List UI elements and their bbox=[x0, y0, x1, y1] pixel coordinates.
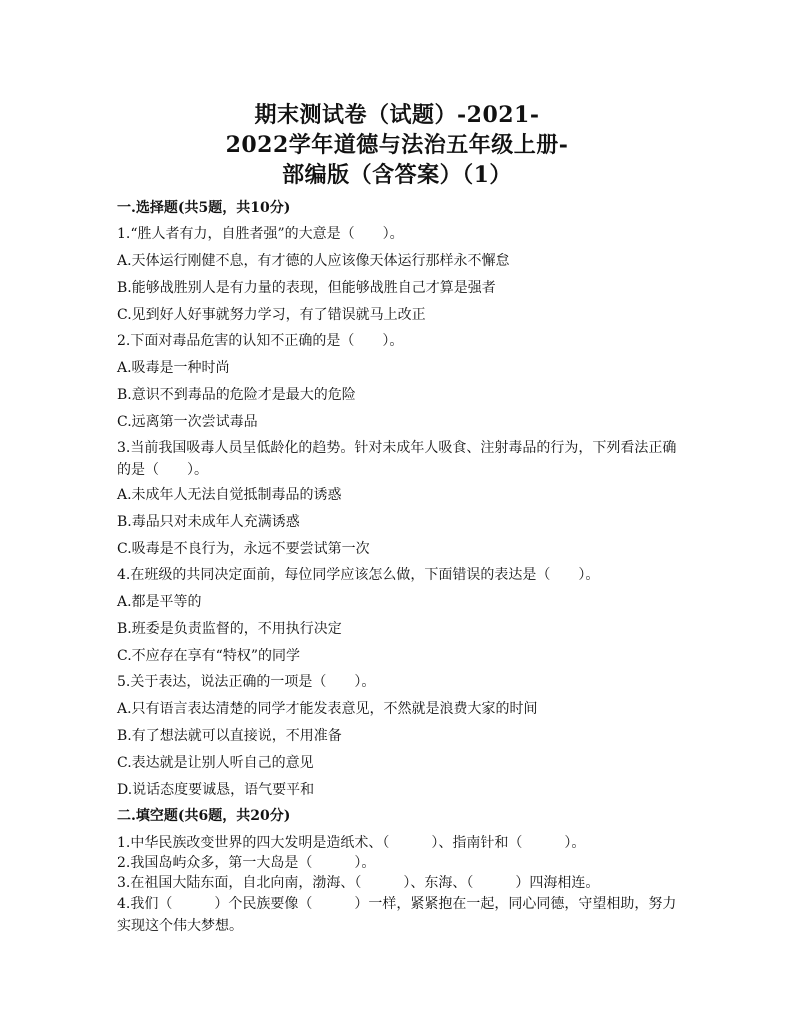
question-4-stem: 4.在班级的共同决定面前，每位同学应该怎么做，下面错误的表达是（ ）。 bbox=[117, 567, 600, 583]
question-1-option-c: C.见到好人好事就努力学习，有了错误就马上改正 bbox=[117, 307, 426, 323]
question-5-option-b: B.有了想法就可以直接说，不用准备 bbox=[117, 728, 342, 744]
question-2-stem: 2.下面对毒品危害的认知不正确的是（ ）。 bbox=[117, 333, 404, 349]
question-5-option-d: D.说话态度要诚恳，语气要平和 bbox=[117, 782, 315, 798]
section-fill-in-heading: 二.填空题(共6题，共20分) bbox=[117, 808, 291, 824]
question-2-option-b: B.意识不到毒品的危险才是最大的危险 bbox=[117, 387, 356, 403]
question-3-option-c: C.吸毒是不良行为，永远不要尝试第一次 bbox=[117, 541, 370, 557]
question-5-stem: 5.关于表达，说法正确的一项是（ ）。 bbox=[117, 674, 376, 690]
question-1-option-b: B.能够战胜别人是有力量的表现，但能够战胜自己才算是强者 bbox=[117, 280, 496, 296]
title-line-3: 部编版（含答案）（1） bbox=[282, 162, 512, 188]
fill-question-2: 2.我国岛屿众多，第一大岛是（ ）。 bbox=[117, 855, 376, 871]
question-4-option-c: C.不应存在享有“特权”的同学 bbox=[117, 648, 300, 664]
question-3-option-a: A.未成年人无法自觉抵制毒品的诱惑 bbox=[117, 487, 342, 503]
fill-question-1: 1.中华民族改变世界的四大发明是造纸术、（ ）、指南针和（ ）。 bbox=[117, 835, 586, 851]
question-5-option-a: A.只有语言表达清楚的同学才能发表意见，不然就是浪费大家的时间 bbox=[117, 701, 538, 717]
question-4-option-b: B.班委是负责监督的，不用执行决定 bbox=[117, 621, 342, 637]
question-3-stem: 3.当前我国吸毒人员呈低龄化的趋势。针对未成年人吸食、注射毒品的行为，下列看法正确的是（ ）。 bbox=[117, 440, 677, 478]
question-1-option-a: A.天体运行刚健不息，有才德的人应该像天体运行那样永不懈怠 bbox=[117, 253, 510, 269]
question-3-option-b: B.毒品只对未成年人充满诱惑 bbox=[117, 514, 300, 530]
fill-question-4: 4.我们（ ）个民族要像（ ）一样，紧紧抱在一起，同心同德，守望相助，努力实现这个伟大梦想。 bbox=[117, 896, 677, 934]
question-4-option-a: A.都是平等的 bbox=[117, 594, 202, 610]
title-line-2: 2022学年道德与法治五年级上册- bbox=[225, 132, 569, 158]
question-5-option-c: C.表达就是让别人听自己的意见 bbox=[117, 755, 314, 771]
title-line-1: 期末测试卷（试题）-2021- bbox=[254, 102, 540, 128]
question-1-stem: 1.“胜人者有力，自胜者强”的大意是（ ）。 bbox=[117, 226, 404, 242]
fill-question-3: 3.在祖国大陆东面，自北向南，渤海、（ ）、东海、（ ）四海相连。 bbox=[117, 875, 600, 891]
question-2-option-c: C.远离第一次尝试毒品 bbox=[117, 414, 258, 430]
question-2-option-a: A.吸毒是一种时尚 bbox=[117, 360, 230, 376]
section-multiple-choice-heading: 一.选择题(共5题，共10分) bbox=[117, 200, 291, 216]
